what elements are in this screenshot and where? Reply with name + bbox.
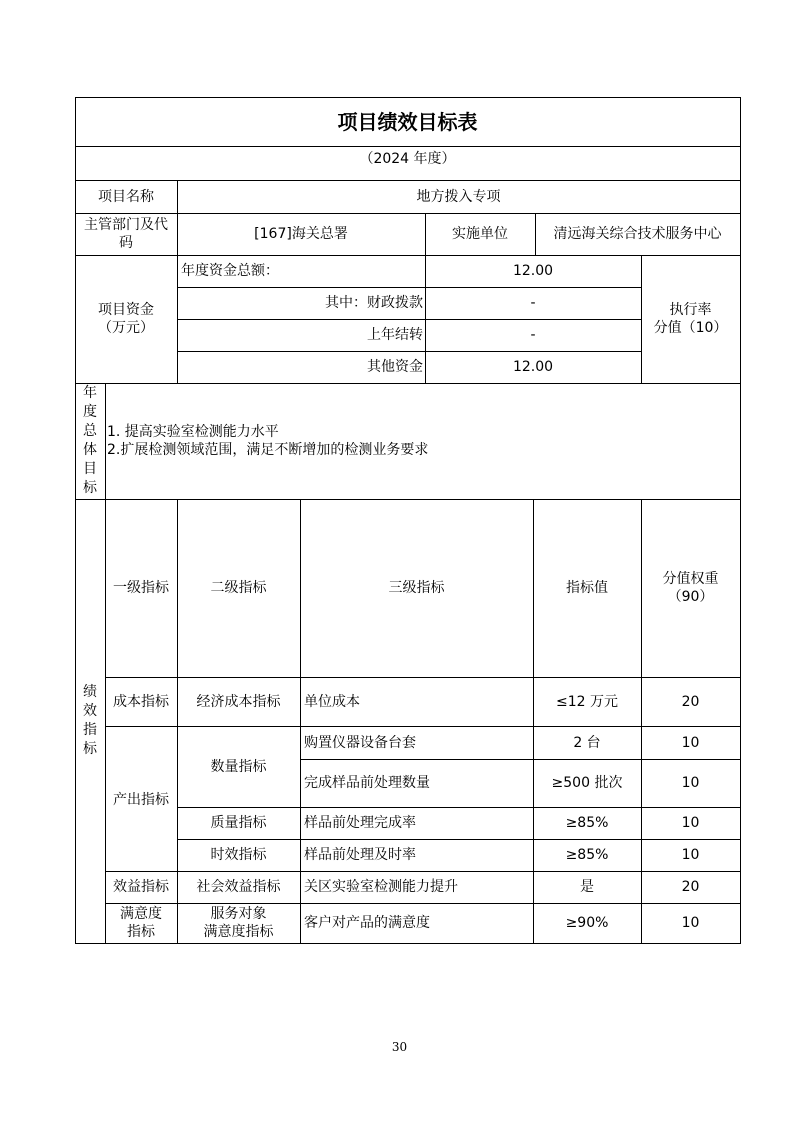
goals-label: 年度总体目标: [83, 385, 97, 496]
goals-list: [105, 383, 740, 499]
quality-level3: 样品前处理完成率: [304, 815, 416, 831]
quantity2-level3: 完成样品前处理数量: [304, 775, 430, 791]
satisfaction-level2-line1: 服务对象: [210, 906, 267, 922]
quantity2-weight: 10: [681, 775, 700, 791]
funds-fiscal-value: -: [530, 295, 536, 311]
quality-weight: 10: [681, 815, 700, 831]
satisfaction-level1-line2: 指标: [127, 924, 155, 940]
timeliness-level2: 时效指标: [210, 847, 267, 863]
table-title: 项目绩效目标表: [337, 110, 478, 134]
timeliness-value: ≥85%: [565, 847, 609, 863]
goal-item-2: 2.扩展检测领域范围，满足不断增加的检测业务要求: [107, 442, 429, 458]
quantity-level2: 数量指标: [210, 758, 267, 775]
dept-label: [75, 213, 177, 255]
benefit-level3: 关区实验室检测能力提升: [304, 879, 458, 895]
header-weight-line1: 分值权重: [662, 571, 719, 587]
funds-label-line1: 项目资金: [98, 302, 154, 318]
satisfaction-level1-line1: 满意度: [120, 906, 162, 922]
funds-other-label: 其他资金: [367, 359, 423, 375]
dept-label-line1: 主管部门及代: [84, 217, 168, 233]
satisfaction-weight: 10: [681, 915, 700, 931]
header-level3: 三级指标: [388, 580, 445, 596]
project-name-value: 地方拨入专项: [416, 188, 501, 205]
satisfaction-level3: 客户对产品的满意度: [304, 915, 430, 931]
quantity1-value: 2 台: [573, 734, 601, 751]
funds-fiscal-label: 其中：财政拨款: [325, 295, 423, 311]
funds-label: [75, 255, 177, 383]
header-weight: [641, 499, 740, 677]
cost-level2: 经济成本指标: [196, 693, 281, 710]
goal-item-1: 1. 提高实验室检测能力水平: [107, 424, 279, 440]
satisfaction-level1: [105, 903, 177, 943]
execution-rate-line1: 执行率: [669, 302, 712, 318]
table-year: （2024 年度）: [359, 151, 456, 167]
header-weight-line2: （90）: [667, 589, 714, 605]
quantity1-weight: 10: [681, 734, 700, 751]
indicators-label: 绩效指标: [83, 684, 97, 757]
execution-rate-line2: 分值（10）: [653, 320, 728, 336]
timeliness-level3: 样品前处理及时率: [304, 847, 416, 863]
dept-value: [167]海关总署: [254, 226, 348, 242]
funds-total-label: 年度资金总额：: [181, 263, 279, 279]
funds-label-line2: （万元）: [98, 320, 154, 336]
header-level2: 二级指标: [210, 580, 267, 596]
cost-value: ≤12 万元: [556, 693, 618, 710]
funds-total-value: 12.00: [512, 263, 554, 279]
benefit-level2: 社会效益指标: [196, 879, 281, 895]
satisfaction-value: ≥90%: [565, 915, 609, 931]
execution-rate: [641, 255, 740, 383]
page-number: 30: [391, 1040, 408, 1054]
cost-weight: 20: [681, 693, 700, 710]
impl-unit-label: 实施单位: [452, 226, 508, 242]
quantity1-level3: 购置仪器设备台套: [304, 734, 416, 751]
benefit-value: 是: [580, 879, 594, 895]
satisfaction-level2-line2: 满意度指标: [203, 924, 274, 940]
dept-label-line2: 码: [119, 235, 133, 251]
output-level1: 产出指标: [113, 791, 169, 808]
header-level1: 一级指标: [113, 580, 169, 596]
indicators-label-cell: [75, 499, 105, 943]
satisfaction-level2: [177, 903, 300, 943]
project-name-label: 项目名称: [98, 188, 154, 205]
cost-level3: 单位成本: [304, 693, 360, 710]
goals-label-cell: [75, 383, 105, 499]
timeliness-weight: 10: [681, 847, 700, 863]
quality-level2: 质量指标: [210, 815, 267, 831]
header-value: 指标值: [566, 580, 608, 596]
impl-unit-value: 清远海关综合技术服务中心: [553, 226, 722, 242]
quantity2-value: ≥500 批次: [551, 775, 623, 791]
funds-carryover-label: 上年结转: [367, 327, 423, 343]
funds-other-value: 12.00: [512, 359, 554, 375]
benefit-weight: 20: [681, 879, 700, 895]
cost-level1: 成本指标: [113, 693, 169, 710]
funds-carryover-value: -: [530, 327, 536, 343]
benefit-level1: 效益指标: [113, 879, 169, 895]
quality-value: ≥85%: [565, 815, 609, 831]
